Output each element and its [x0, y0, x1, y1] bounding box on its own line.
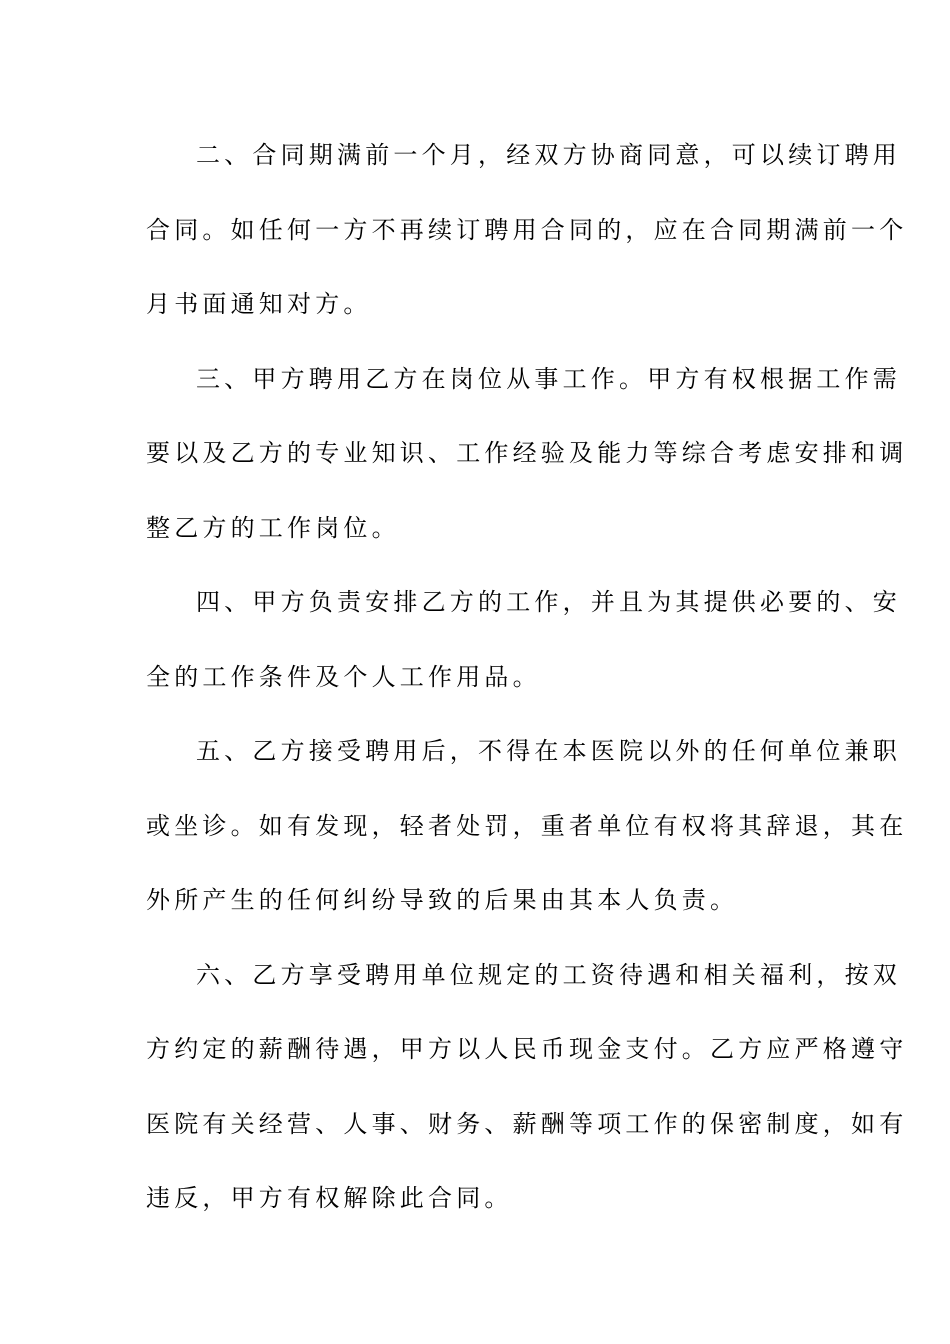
- paragraph-line: 月书面通知对方。: [146, 290, 372, 318]
- paragraph-line: 合同。如任何一方不再续订聘用合同的，应在合同期满前一个: [146, 215, 908, 244]
- paragraph-line: 要以及乙方的专业知识、工作经验及能力等综合考虑安排和调: [146, 439, 908, 467]
- paragraph-line: 外所产生的任何纠纷导致的后果由其本人负责。: [146, 886, 739, 914]
- paragraph-line: 二、合同期满前一个月，经双方协商同意，可以续订聘用: [196, 141, 901, 169]
- paragraph-line: 六、乙方享受聘用单位规定的工资待遇和相关福利，按双: [196, 960, 901, 989]
- paragraph-line: 四、甲方负责安排乙方的工作，并且为其提供必要的、安: [196, 588, 901, 616]
- clause-5-paragraph: [146, 714, 908, 938]
- clause-2-paragraph: [146, 118, 908, 342]
- clause-4-paragraph: [146, 565, 901, 714]
- paragraph-line: 整乙方的工作岗位。: [146, 513, 400, 542]
- paragraph-line: 医院有关经营、人事、财务、薪酬等项工作的保密制度，如有: [146, 1109, 908, 1138]
- clause-3-paragraph: [146, 342, 908, 566]
- document-page: [146, 118, 908, 1236]
- paragraph-line: 方约定的薪酬待遇，甲方以人民币现金支付。乙方应严格遵守: [146, 1035, 908, 1063]
- paragraph-line: 违反，甲方有权解除此合同。: [146, 1184, 513, 1212]
- paragraph-line: 三、甲方聘用乙方在岗位从事工作。甲方有权根据工作需: [196, 364, 901, 393]
- paragraph-line: 全的工作条件及个人工作用品。: [146, 662, 541, 691]
- paragraph-line: 五、乙方接受聘用后，不得在本医院以外的任何单位兼职: [196, 737, 901, 765]
- clause-6-paragraph: [146, 938, 908, 1236]
- paragraph-line: 或坐诊。如有发现，轻者处罚，重者单位有权将其辞退，其在: [146, 811, 908, 840]
